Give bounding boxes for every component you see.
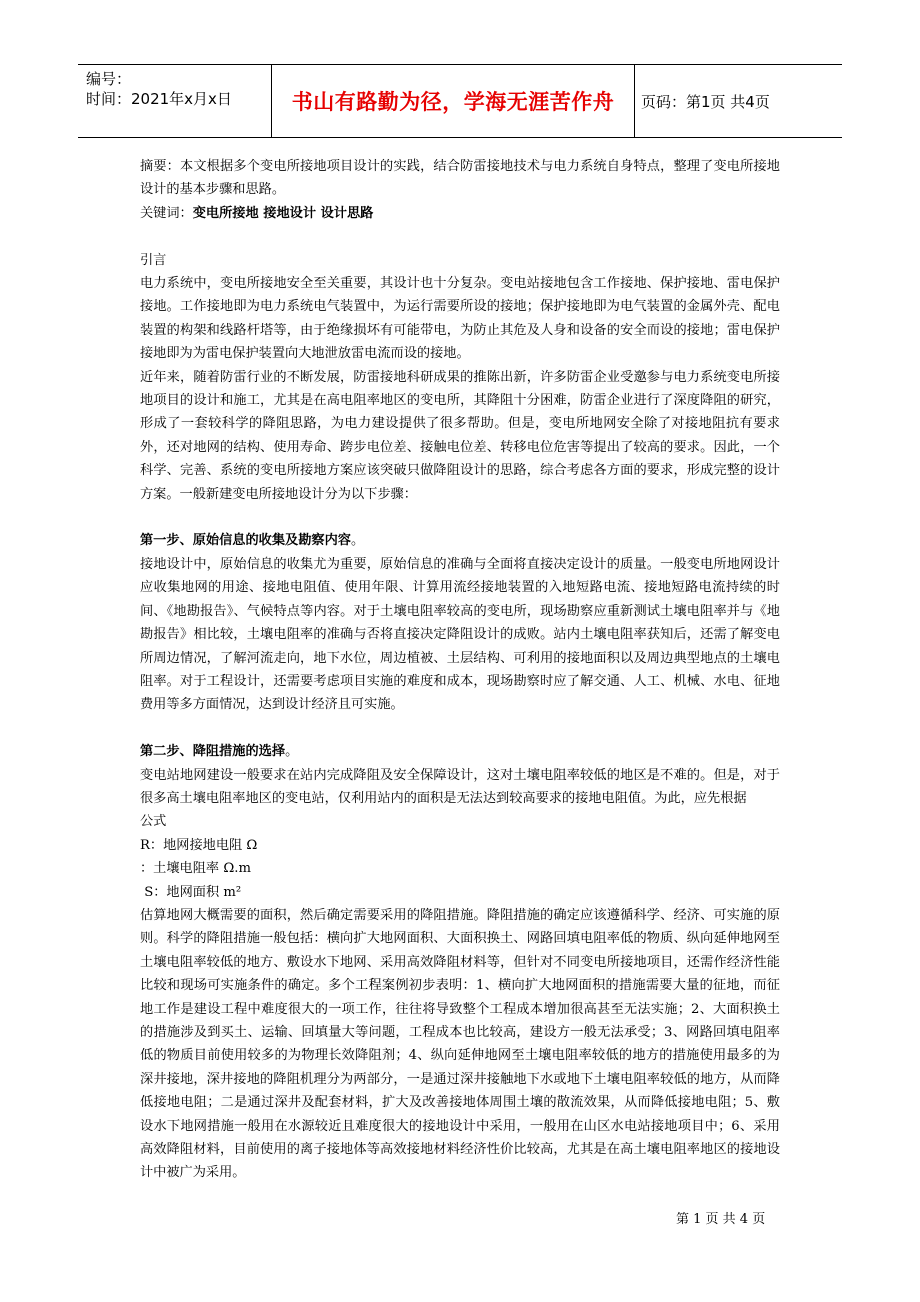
- header-table: [78, 64, 842, 138]
- header-motto: 书山有路勤为径，学海无涯苦作舟: [291, 90, 615, 114]
- formula-rho-definition: ：土壤电阻率 Ω.m: [140, 861, 251, 877]
- intro-paragraph-1: 电力系统中，变电所接地安全至关重要，其设计也十分复杂。变电站接地包含工作接地、保护接地、雷电保护接地。工作接地即为电力系统电气装置中，为运行需要所设的接地；保护接地即为电气装置的金属外壳、配电装置的构架和线路杆塔等，由于绝缘损坏有可能带电，为防止其危及人身和设备的安全而设的接地；雷电保护接地即为为雷电保护装置向大地泄放雷电流而设的接地。: [140, 276, 780, 362]
- section-heading-step1: [140, 529, 780, 552]
- abstract-paragraph: 摘要：本文根据多个变电所接地项目设计的实践，结合防雷接地技术与电力系统自身特点，整理了变电所接地设计的基本步骤和思路。: [140, 159, 780, 198]
- step1-title: 第一步、原始信息的收集及勘察内容: [140, 533, 351, 549]
- page-footer: 第 1 页 共 4 页: [676, 1212, 766, 1227]
- keywords-label: 关键词：: [140, 205, 193, 221]
- step1-period: 。: [351, 533, 365, 549]
- keywords-line: [140, 202, 780, 225]
- intro-paragraph-2: 近年来，随着防雷行业的不断发展，防雷接地科研成果的推陈出新，许多防雷企业受邀参与电力系统变电所接地项目的设计和施工，尤其是在高电阻率地区的变电所，其降阻十分困难，防雷企业进行了深度降阻的研究，形成了一套较科学的降阻思路，为电力建设提供了很多帮助。但是，变电所地网安全除了对接地阻抗有要求外，还对地网的结构、使用寿命、跨步电位差、接触电位差、转移电位危害等提出了较高的要求。因此，一个科学、完善、系统的变电所接地方案应该突破只做降阻设计的思路，综合考虑各方面的要求，形成完整的设计方案。一般新建变电所接地设计分为以下步骤：: [140, 369, 780, 502]
- step2-period: 。: [285, 744, 299, 760]
- step2-paragraph-2: 估算地网大概需要的面积，然后确定需要采用的降阻措施。降阻措施的确定应该遵循科学、经济、可实施的原则。科学的降阻措施一般包括：横向扩大地网面积、大面积换土、网路回填电阻率低的物质、纵向延伸地网至土壤电阻率较低的地方、敷设水下地网、采用高效降阻材料等，但针对不同变电所接地项目，还需作经济性能比较和现场可实施条件的确定。多个工程案例初步表明：1、横向扩大地网面积的措施需要大量的征地，而征地工作是建设工程中难度很大的一项工作，往往将导致整个工程成本增加很高甚至无法实施；2、大面积换土的措施涉及到买土、运输、回填量大等问题，工程成本也比较高，建设方一般无法承受；3、网路回填电阻率低的物质目前使用较多的为物理长效降阻剂；4、纵向延伸地网至土壤电阻率较低的地方的措施使用最多的为深井接地，深井接地的降阻机理分为两部分，一是通过深井接触地下水或地下土壤电阻率较低的地方，从而降低接地电阻；二是通过深井及配套材料，扩大及改善接地体周围土壤的散流效果，从而降低接地电阻；5、敷设水下地网措施一般用在水源较近且难度很大的接地设计中采用，一般用在山区水电站接地项目中；6、采用高效降阻材料，目前使用的离子接地体等高效接地材料经济性价比较高，尤其是在高土壤电阻率地区的接地设计中被广为采用。: [140, 907, 780, 1181]
- header-page-number: 页码：第1页 共4页: [641, 92, 770, 111]
- keywords-text: 变电所接地 接地设计 设计思路: [192, 205, 374, 221]
- formula-s-definition: S：地网面积 m²: [140, 884, 242, 900]
- header-meta: [86, 69, 271, 109]
- header-divider: [634, 65, 635, 137]
- step2-paragraph-1: 变电站地网建设一般要求在站内完成降阻及安全保障设计，这对土壤电阻率较低的地区是不难的。但是，对于很多高土壤电阻率地区的变电站，仅利用站内的面积是无法达到较高要求的接地电阻值。为此，应先根据: [140, 767, 780, 806]
- document-number-label: 编号：: [86, 70, 132, 88]
- document-body: [140, 155, 780, 1185]
- step1-paragraph: 接地设计中，原始信息的收集尤为重要，原始信息的准确与全面将直接决定设计的质量。一般变电所地网设计应收集地网的用途、接地电阻值、使用年限、计算用流经接地装置的入地短路电流、接地短路电流持续的时间、《地勘报告》、气候特点等内容。对于土壤电阻率较高的变电所，现场勘察应重新测试土壤电阻率并与《地勘报告》相比较，土壤电阻率的准确与否将直接决定降阻设计的成败。站内土壤电阻率获知后，还需了解变电所周边情况，了解河流走向，地下水位，周边植被、土层结构、可利用的接地面积以及周边典型地点的土壤电阻率。对于工程设计，还需要考虑项目实施的难度和成本，现场勘察时应了解交通、人工、机械、水电、征地费用等多方面情况，达到设计经济且可实施。: [140, 556, 780, 713]
- step2-title: 第二步、降阻措施的选择: [140, 744, 286, 760]
- intro-title: 引言: [140, 252, 167, 268]
- formula-r-definition: R：地网接地电阻 Ω: [140, 837, 258, 853]
- document-date-label: 时间：2021年x月x日: [86, 90, 232, 108]
- section-heading-step2: [140, 740, 780, 763]
- formula-label: 公式: [140, 814, 167, 830]
